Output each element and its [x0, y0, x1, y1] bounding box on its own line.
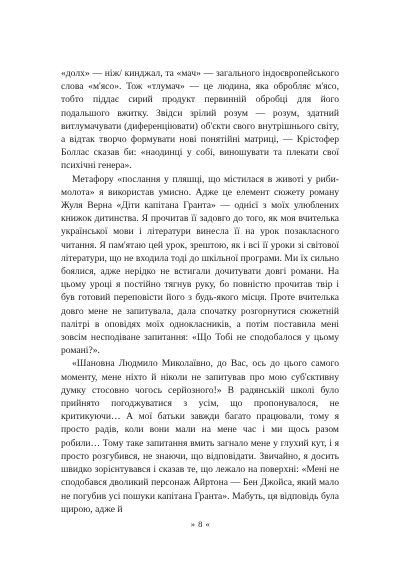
page-number: » 8 «: [190, 519, 211, 529]
paragraph-quote: «Шановна Людмило Миколаївно, до Вас, ось до цього самого моменту, мене ніхто й ніколи не запитував про мою суб'єктивну думку стосовно чогось серйозного!» В радянській школі було прийнято погоджуватися з усім, що пропонувалося, не критикуючи… А мої батьки завжди багато працювали, тому я просто радів, коли вони мали на мене час і ми щось разом робили… Тому таке запитання вмить загнало мене у глухий кут, і я просто розгубився, не знаючи, що відповідати. Звичайно, я досить швидко зорієнтувався і сказав те, що лежало на поверхні: «Мені не сподобався дволикий персонаж Айртона — Бен Джойса, який мало не погубив усі пошуки капітана Гранта». Мабуть, ця відповідь була щирою, адже й: [61, 358, 339, 515]
paragraph-metaphor: Метафору «послання у пляшці, що містилася в животі у риби-молота» я використав умисно. Адже це елемент сюжету роману Жуля Верна «Діти капітана Гранта» — однієї з моїх улюблених книжок дитинства. Я прочитав її задовго до того, як моя вчителька української мови і літератури винесла її на урок позакласного читання. Я пам'ятаю цей урок, зрештою, як і всі її уроки зі світової літератури, що не входила тоді до шкільної програми. Ми їх сильно боялися, адже нерідко не встигали дочитувати довгі романи. На цьому уроці я постійно тягнув руку, бо повністю прочитав твір і був готовий переповісти його з будь-якого місця. Проте вчителька довго мене не запитувала, дала спочатку розгорнутися сюжетній палітрі в оповідях моїх однокласників, а потім поставила мені зовсім несподіване запитання: «Що Тобі не сподобалося у цьому романі?».: [61, 173, 339, 357]
body-text: [61, 67, 339, 516]
paragraph-continuation: «долх» — ніж/ кинджал, та «мач» — загального індоєвропейського слова «м'ясо». Тож «тлумач» — це людина, яка обробляє м'ясо, тобто піддає сирий продукт первинній обробці для його подальшого вжитку. Звідси зрілий розум — розум, здатний витлумачувати (диференціювати) об'єкти свого внутрішнього світу, а відтак творчо формувати нові понятійні матриці, — Крістофер Боллас сказав би: «наодинці у собі, виношувати та плекати свої психічні генера».: [61, 68, 339, 172]
